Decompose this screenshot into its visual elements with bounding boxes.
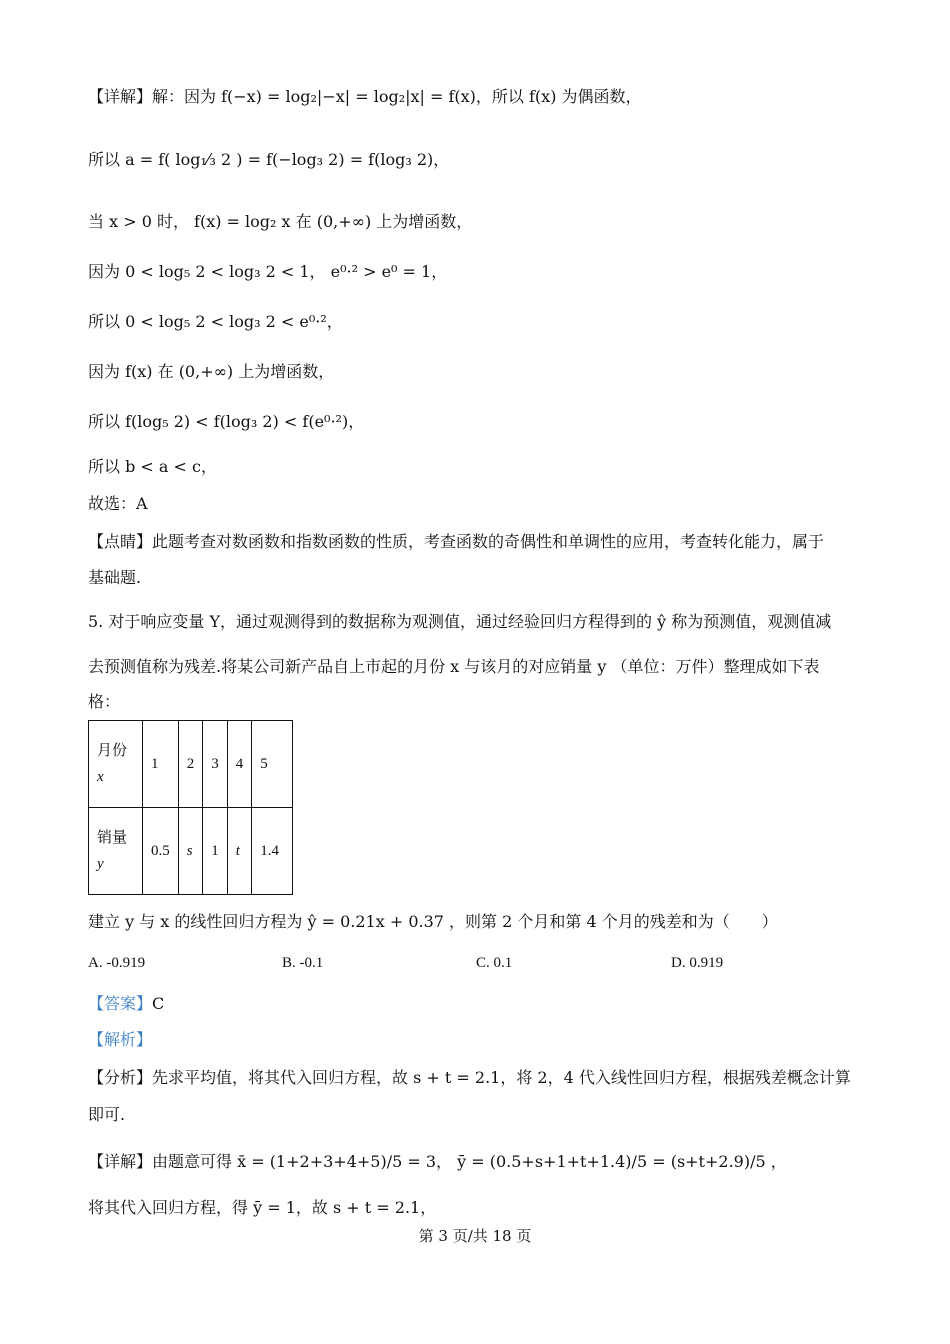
page-footer: 第 3 页/共 18 页 (418, 1227, 532, 1245)
table-row (89, 808, 293, 895)
table-head-var: x (97, 769, 104, 785)
fenxi-line-2: 即可. (88, 1105, 126, 1124)
last-line: 将其代入回归方程，得 ȳ = 1，故 s + t = 2.1， (88, 1198, 437, 1217)
option-b[interactable]: B. -0.1 (282, 955, 324, 971)
table-head-label: 销量 (97, 830, 128, 846)
fenxi-line: 【分析】先求平均值，将其代入回归方程，故 s + t = 2.1，将 2，4 代入线性回归方程，根据残差概念计算 (88, 1068, 851, 1087)
question-5-line-2: 去预测值称为残差.将某公司新产品自上市起的月份 x 与该月的对应销量 y （单位：万件）整理成如下表 (88, 657, 820, 676)
line-8: 所以 b < a < c， (88, 457, 217, 476)
table-cell: s (178, 808, 203, 895)
option-a[interactable]: A. -0.919 (88, 955, 146, 971)
option-c[interactable]: C. 0.1 (476, 955, 513, 971)
table-cell: 0.5 (143, 808, 179, 895)
table-cell: 1.4 (252, 808, 293, 895)
table-cell: 1 (143, 721, 179, 808)
table-cell: 3 (203, 721, 228, 808)
line-9: 故选：A (88, 494, 148, 513)
answer-line (88, 992, 164, 1016)
line-11: 基础题. (88, 568, 142, 587)
table-head-label: 月份 (97, 743, 128, 759)
line-6: 因为 f(x) 在 (0,+∞) 上为增函数， (88, 362, 335, 381)
line-10: 【点睛】此题考查对数函数和指数函数的性质，考查函数的奇偶性和单调性的应用，考查转化能力，属于 (88, 532, 825, 551)
table-cell: 1 (203, 808, 228, 895)
table-cell: 2 (178, 721, 203, 808)
line-4: 因为 0 < log₅ 2 < log₃ 2 < 1， e⁰·² > e⁰ = 1， (88, 262, 448, 281)
line-7: 所以 f(log₅ 2) < f(log₃ 2) < f(e⁰·²)， (88, 412, 365, 431)
table-cell: t (227, 808, 252, 895)
table-row (89, 721, 293, 808)
table-head-sales (89, 808, 143, 895)
line-1: 【详解】解：因为 f(−x) = log₂|−x| = log₂|x| = f(x)，所以 f(x) 为偶函数， (88, 87, 642, 106)
line-5: 所以 0 < log₅ 2 < log₃ 2 < e⁰·²， (88, 312, 343, 331)
question-5-line-1: 5. 对于响应变量 Y，通过观测得到的数据称为观测值，通过经验回归方程得到的 ŷ 称为预测值，观测值减 (88, 612, 832, 631)
table-cell: 4 (227, 721, 252, 808)
option-d[interactable]: D. 0.919 (671, 955, 724, 971)
answer-value: C (152, 994, 165, 1013)
table-head-month (89, 721, 143, 808)
question-5-line-3: 格： (88, 692, 121, 711)
xiangjie-line: 【详解】由题意可得 x̄ = (1+2+3+4+5)/5 = 3， ȳ = (0.5+s+1+t+1.4)/5 = (s+t+2.9)/5 ， (88, 1152, 787, 1171)
analysis-tag: 【解析】 (88, 1030, 153, 1049)
line-3: 当 x > 0 时， f(x) = log₂ x 在 (0,+∞) 上为增函数， (88, 212, 473, 231)
answer-tag: 【答案】 (88, 994, 153, 1013)
data-table (88, 720, 293, 895)
line-2: 所以 a = f( log₁⁄₃ 2 ) = f(−log₃ 2) = f(log₃ 2)， (88, 150, 450, 169)
table-cell: 5 (252, 721, 293, 808)
question-tail: 建立 y 与 x 的线性回归方程为 ŷ = 0.21x + 0.37 ，则第 2 个月和第 4 个月的残差和为（ ） (88, 912, 778, 931)
table-head-var: y (97, 856, 104, 872)
